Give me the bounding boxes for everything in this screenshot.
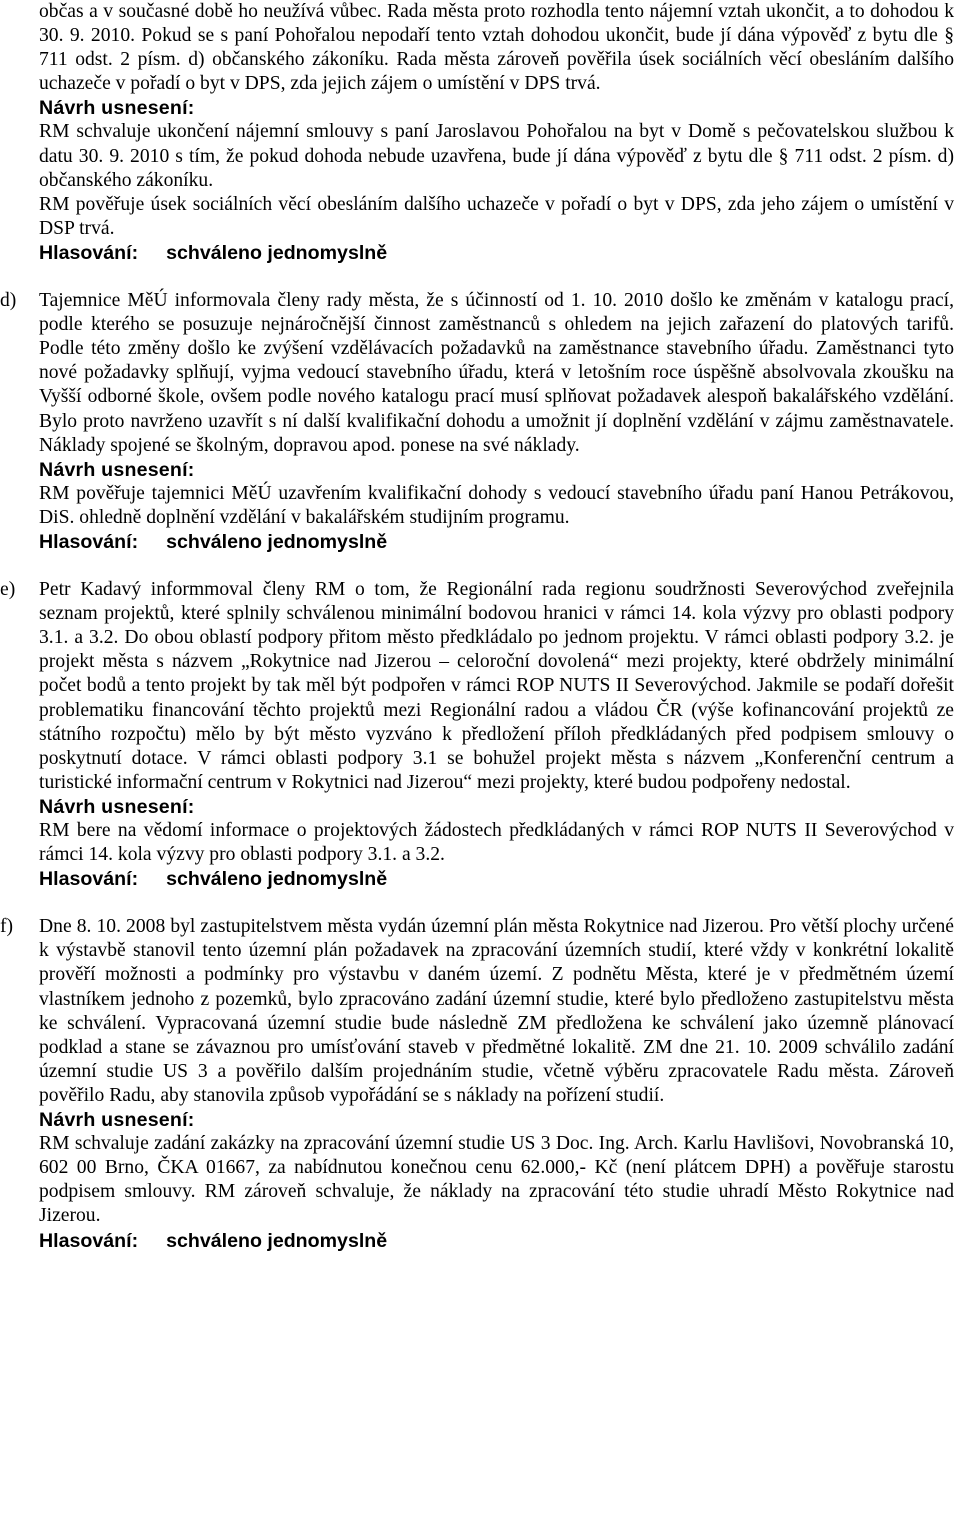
vote-result: schváleno jednomyslně <box>166 530 388 553</box>
resolution-text: RM schvaluje ukončení nájemní smlouvy s paní Jaroslavou Pohořalou na byt v Domě s pečovatelskou službou k datu 30. 9. 2010 s tím, že pokud dohoda nebude uzavřena, bude jí dána výpověď z bytu dle § 711 odst. 2 písm. d) občanského zákoníku. <box>39 121 954 191</box>
vote-line <box>39 1229 960 1253</box>
section-d <box>0 289 960 554</box>
section-f <box>0 915 960 1252</box>
resolution-text: RM schvaluje zadání zakázky na zpracování územní studie US 3 Doc. Ing. Arch. Karlu Havlišovi, Novobranská 10, 602 00 Brno, ČKA 01667, za nabídnutou konečnou cenu 62.000,- Kč (není plátcem DPH) a pověřuje starostu podpisem smlouvy. RM zároveň schvaluje, že náklady na zpracování této studie uhradí Město Rokytnice nad Jizerou. <box>39 1133 954 1227</box>
section-letter: e) <box>0 579 16 601</box>
proposal-label: Návrh usnesení: <box>39 458 195 481</box>
section-e <box>0 578 960 891</box>
proposal-label: Návrh usnesení: <box>39 97 195 120</box>
vote-label: Hlasování: <box>39 241 139 264</box>
vote-label: Hlasování: <box>39 868 139 891</box>
vote-label: Hlasování: <box>39 1229 139 1252</box>
vote-line <box>39 530 960 554</box>
vote-result: schváleno jednomyslně <box>166 1229 388 1252</box>
resolution-text: RM pověřuje úsek sociálních věcí obesláním dalšího uchazeče v pořadí o byt v DPS, zda jeho zájem o umístění v DSP trvá. <box>39 193 954 239</box>
vote-result: schváleno jednomyslně <box>166 868 388 891</box>
section-text: Dne 8. 10. 2008 byl zastupitelstvem města vydán územní plán města Rokytnice nad Jizerou. Pro větší plochy určené k výstavbě stanovil tento územní plán požadavek na zpracování územních studií, které vždy v konkrétní lokalitě prověří možnosti a podmínky pro výstavbu v daném území. Z podnětu Města, které je v předmětném území vlastníkem jednoho z pozemků, bylo zpracováno zadání územní studie, které bylo předloženo zastupitelstvu města ke schválení. Vypracovaná územní studie bude následně ZM předložena ke schválení jako územně plánovací podklad a stane se závaznou pro umísťování staveb v předmětné lokalitě. ZM dne 21. 10. 2009 schválilo zadání územní studie US 3 a pověřilo dalším projednáním studie, včetně výběru zpracovatele Radu města. Zároveň pověřilo Radu, aby stanovila způsob vypořádání se s náklady na pořízení studií. <box>39 916 954 1106</box>
proposal-label: Návrh usnesení: <box>39 1109 195 1132</box>
section-text: Petr Kadavý informmoval členy RM o tom, že Regionální rada regionu soudržnosti Severovýchod zveřejnila seznam projektů, které splnily schválenou minimální bodovou hranici v rámci 14. kola výzvy pro oblasti podpory 3.1. a 3.2. Do obou oblastí podpory přitom město předkládalo po jednom projektu. V rámci oblasti podpory 3.2. je projekt města s názvem „Rokytnice nad Jizerou – celoroční dovolená“ mezi projekty, které obdržely minimální počet bodů a tento projekt by tak měl být podpořen v rámci ROP NUTS II Severovýchod. Jakmile se podaří dořešit problematiku financování těchto projektů mezi Regionální radou a vládou ČR (výše kofinancování projektů ze státního rozpočtu) mělo by být město vyzváno k předložení příloh předkládaných před podpisem smlouvy o poskytnutí dotace. V rámci oblasti podpory 3.1 se bohužel projekt města s názvem „Konferenční centrum a turistické informační centrum v Rokytnici nad Jizerou“ mezi projekty, které budou podpořeny nedostal. <box>39 579 954 793</box>
vote-line <box>39 867 960 891</box>
section-letter: d) <box>0 290 17 312</box>
vote-line <box>39 241 960 265</box>
intro-block <box>0 0 960 265</box>
section-text: Tajemnice MěÚ informovala členy rady města, že s účinností od 1. 10. 2010 došlo ke změnám v katalogu prací, podle kterého se posuzuje nejnáročnější činnost zaměstnanců s ohledem na jejich zařazení do platových tarifů. Podle této změny došlo ke zvýšení vzdělávacích požadavků na zaměstnance stavebního úřadu. Zaměstnanci tyto nové požadavky splňují, vyjma vedoucí stavebního úřadu, která v letošním roce úspěšně absolvovala zkoušku na Vyšší odborné škole, ovšem podle nového katalogu prací musí splňovat požadavek alespoň bakalářského vzdělání. Bylo proto navrženo uzavřít s ní další kvalifikační dohodu a umožnit jí doplnění vzdělání v zájmu zaměstnavatele. Náklady spojené se školným, dopravou apod. ponese na své náklady. <box>39 290 954 456</box>
intro-paragraph: občas a v současné době ho neužívá vůbec. Rada města proto rozhodla tento nájemní vztah ukončit, a to dohodou k 30. 9. 2010. Pokud se s paní Pohořalou nepodaří tento vztah dohodou ukončit, bude jí dána výpověď z bytu dle § 711 odst. 2 písm. d) občanského zákoníku. Rada města zároveň pověřila úsek sociálních věcí obesláním dalšího uchazeče v pořadí o byt v DPS, zda jejich zájem o umístění v DPS trvá. <box>39 1 954 95</box>
resolution-text: RM bere na vědomí informace o projektových žádostech předkládaných v rámci ROP NUTS II Severovýchod v rámci 14. kola výzvy pro oblasti podpory 3.1. a 3.2. <box>39 820 954 866</box>
section-letter: f) <box>0 916 14 938</box>
vote-result: schváleno jednomyslně <box>166 241 388 264</box>
proposal-label: Návrh usnesení: <box>39 795 195 818</box>
resolution-text: RM pověřuje tajemnici MěÚ uzavřením kvalifikační dohody s vedoucí stavebního úřadu paní Hanou Petrákovou, DiS. ohledně doplnění vzdělání v bakalářském studijním programu. <box>39 482 954 528</box>
vote-label: Hlasování: <box>39 530 139 553</box>
